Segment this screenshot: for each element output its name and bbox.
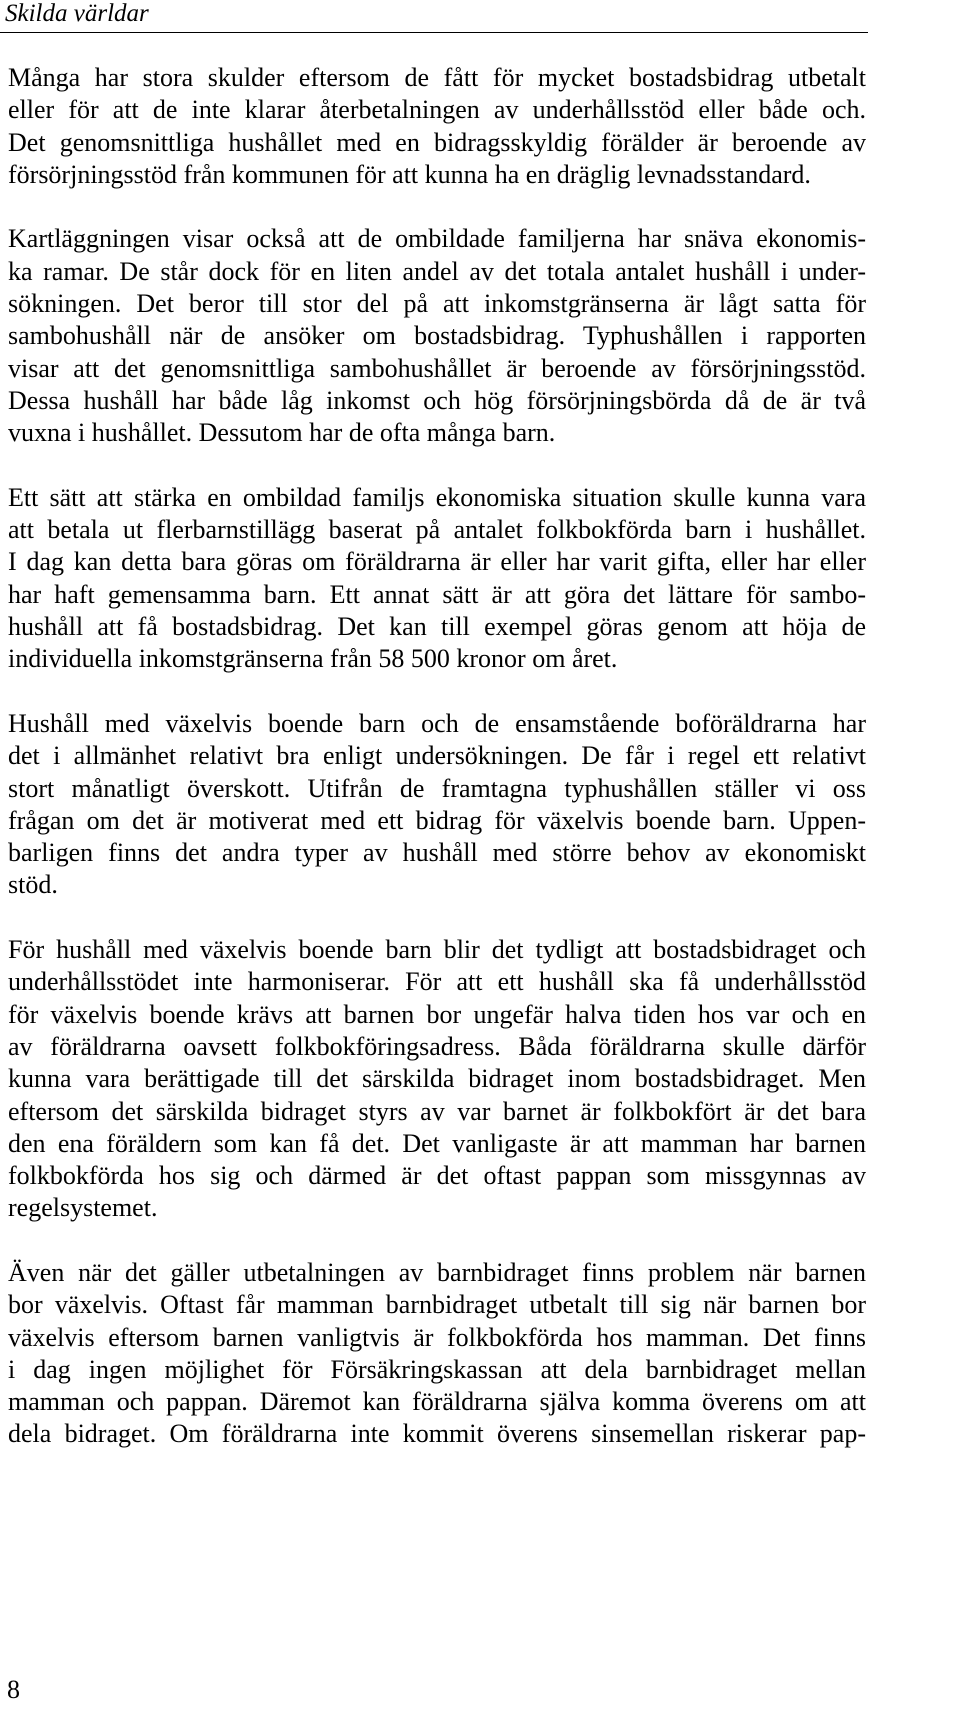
text-line: frågan om det är motiverat med ett bidrag för växelvis boende barn. Uppen- [8, 805, 866, 835]
text-line: den ena föräldern som kan få det. Det vanligaste är att mamman har barnen [8, 1128, 866, 1158]
text-line: Många har stora skulder eftersom de fått för mycket bostadsbidrag utbetalt [8, 63, 866, 92]
text-line: kunna vara berättigade till det särskilda bidraget inom bostadsbidraget. Men [8, 1064, 866, 1094]
text-line: i dag ingen möjlighet för Försäkringskassan att dela barnbidraget mellan [8, 1354, 866, 1384]
paragraph [8, 708, 866, 902]
text-line: växelvis eftersom barnen vanligtvis är folkbokförda hos mamman. Det finns [8, 1322, 866, 1352]
text-line: För hushåll med växelvis boende barn blir det tydligt att bostadsbidraget och [8, 935, 866, 965]
text-line: folkbokförda hos sig och därmed är det oftast pappan som missgynnas av [8, 1161, 866, 1191]
text-line: sökningen. Det beror till stor del på att inkomstgränserna är lågt satta för [8, 289, 866, 319]
text-line: försörjningsstöd från kommunen för att kunna ha en dräglig levnadsstandard. [8, 159, 811, 189]
text-line: att betala ut flerbarnstillägg baserat på antalet folkbokförda barn i hushållet. [8, 515, 866, 545]
text-line: underhållsstödet inte harmoniserar. För att ett hushåll ska få underhållsstöd [8, 967, 866, 997]
paragraph [8, 934, 866, 1225]
text-line: Det genomsnittliga hushållet med en bidragsskyldig förälder är beroende av [8, 127, 866, 157]
paragraph [8, 62, 866, 191]
text-line: eftersom det särskilda bidraget styrs av var barnet är folkbokfört är det bara [8, 1096, 866, 1126]
header-rule [0, 32, 868, 33]
paragraph [8, 1257, 866, 1451]
text-line: regelsystemet. [8, 1193, 158, 1223]
text-line: individuella inkomstgränserna från 58 500 kronor om året. [8, 644, 618, 674]
page-number: 8 [7, 1675, 20, 1704]
text-line: mamman och pappan. Däremot kan föräldrarna själva komma överens om att [8, 1387, 866, 1417]
body-text [8, 62, 866, 1451]
text-line: stöd. [8, 870, 58, 900]
text-line: Dessa hushåll har både låg inkomst och hög försörjningsbörda då de är två [8, 385, 866, 415]
text-line: sambohushåll när de ansöker om bostadsbidrag. Typhushållen i rapporten [8, 321, 866, 351]
text-line: I dag kan detta bara göras om föräldrarna är eller har varit gifta, eller har eller [8, 547, 866, 577]
text-line: för växelvis boende krävs att barnen bor ungefär halva tiden hos var och en [8, 999, 866, 1029]
text-line: Även när det gäller utbetalningen av barnbidraget finns problem när barnen [8, 1257, 866, 1287]
text-line: Ett sätt att stärka en ombildad familjs ekonomiska situation skulle kunna vara [8, 482, 866, 512]
text-line: hushåll att få bostadsbidrag. Det kan till exempel göras genom att höja de [8, 612, 866, 642]
text-line: Kartläggningen visar också att de ombildade familjerna har snäva ekonomis- [8, 224, 866, 254]
paragraph [8, 482, 866, 676]
text-line: barligen finns det andra typer av hushåll med större behov av ekonomiskt [8, 838, 866, 868]
text-line: har haft gemensamma barn. Ett annat sätt är att göra det lättare för sambo- [8, 579, 866, 609]
running-header-title: Skilda världar [5, 0, 149, 27]
text-line: vuxna i hushållet. Dessutom har de ofta många barn. [8, 418, 556, 448]
text-line: visar att det genomsnittliga sambohushållet är beroende av försörjningsstöd. [8, 353, 866, 383]
paragraph [8, 223, 866, 449]
text-line: eller för att de inte klarar återbetalningen av underhållsstöd eller både och. [8, 95, 866, 125]
text-line: bor växelvis. Oftast får mamman barnbidraget utbetalt till sig när barnen bor [8, 1290, 866, 1320]
text-line: Hushåll med växelvis boende barn och de ensamstående boföräldrarna har [8, 708, 866, 738]
text-line: ka ramar. De står dock för en liten andel av det totala antalet hushåll i under- [8, 256, 866, 286]
text-line: det i allmänhet relativt bra enligt undersökningen. De får i regel ett relativt [8, 741, 866, 771]
text-line: dela bidraget. Om föräldrarna inte kommit överens sinsemellan riskerar pap- [8, 1419, 866, 1449]
text-line: stort månatligt överskott. Utifrån de framtagna typhushållen ställer vi oss [8, 773, 866, 803]
text-line: av föräldrarna oavsett folkbokföringsadress. Båda föräldrarna skulle därför [8, 1031, 866, 1061]
